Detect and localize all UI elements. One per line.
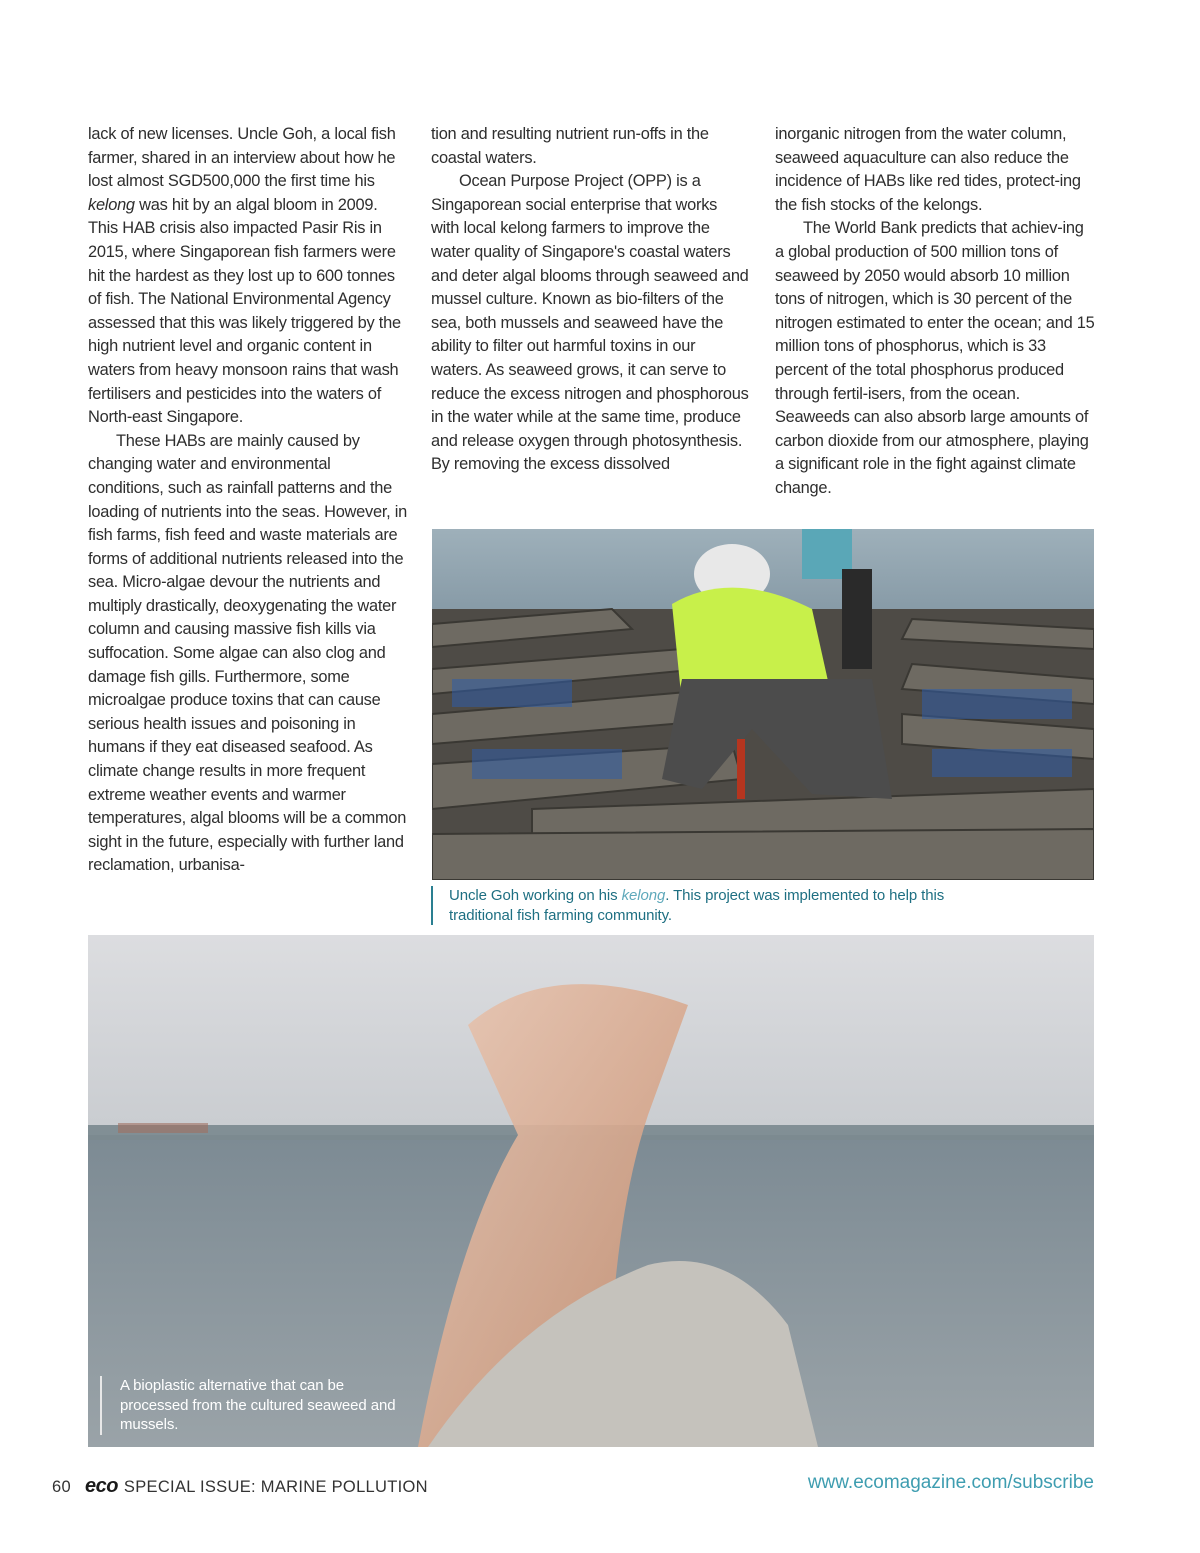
paragraph: inorganic nitrogen from the water column, seaweed aquaculture can also reduce the incidence of HABs like red tides, protect-ing the fish stocks of the kelongs. <box>775 125 1081 214</box>
paragraph: tion and resulting nutrient run-offs in the coastal waters. <box>431 125 709 167</box>
kelong-photo-illustration <box>432 529 1094 880</box>
article-column-3 <box>775 123 1095 501</box>
section-title: SPECIAL ISSUE: MARINE POLLUTION <box>123 1478 428 1496</box>
article-column-1 <box>88 123 410 878</box>
photo-caption: Uncle Goh working on his kelong. This project was implemented to help this traditional fish farming community. <box>431 886 949 925</box>
article-column-2 <box>431 123 749 477</box>
paragraph: These HABs are mainly caused by changing water and environmental conditions, such as rainfall patterns and the loading of nutrients into the seas. However, in fish farms, fish feed and waste materials are forms of additional nutrients released into the sea. Micro-algae devour the nutrients and multiply drastically, deoxygenating the water column and causing massive fish kills via suffocation. Some algae can also clog and damage fish gills. Furthermore, some microalgae produce toxins that can cause serious health issues and poisoning in humans if they eat diseased seafood. As climate change results in more frequent extreme weather events and warmer temperatures, algal blooms will be a common sight in the future, especially with further land reclamation, urbanisa- <box>88 431 407 875</box>
bioplastic-photo <box>88 935 1094 1447</box>
magazine-logo: eco <box>84 1475 118 1497</box>
kelong-photo <box>432 529 1094 880</box>
paragraph: lack of new licenses. Uncle Goh, a local fish farmer, shared in an interview about how he lost almost SGD500,000 the first time his kelong was hit by an algal bloom in 2009. This HAB crisis also impacted Pasir Ris in 2015, where Singaporean fish farmers were hit the hardest as they lost up to 600 tonnes of fish. The National Environmental Agency assessed that this was likely triggered by the high nutrient level and organic content in waters from heavy monsoon rains that wash fertilisers and pesticides into the waters of North-east Singapore. <box>88 125 401 427</box>
photo-caption: A bioplastic alternative that can be processed from the cultured seaweed and mussels. <box>100 1376 400 1435</box>
bioplastic-photo-illustration <box>88 935 1094 1447</box>
paragraph: Ocean Purpose Project (OPP) is a Singaporean social enterprise that works with local kelong farmers to improve the water quality of Singapore's coastal waters and deter algal blooms through seaweed and mussel culture. Known as bio-filters of the sea, both mussels and seaweed have the ability to filter out harmful toxins in our waters. As seaweed grows, it can serve to reduce the excess nitrogen and phosphorous in the water while at the same time, produce and release oxygen through photosynthesis. By removing the excess dissolved <box>431 172 749 474</box>
subscribe-link[interactable]: www.ecomagazine.com/subscribe <box>807 1472 1094 1493</box>
paragraph: The World Bank predicts that achiev-ing a global production of 500 million tons of seaweed by 2050 would absorb 10 million tons of nitrogen, which is 30 percent of the nitrogen estimated to enter the ocean; and 15 million tons of phosphorus, which is 33 percent of the total phosphorus produced through fertil-isers, from the ocean. Seaweeds can also absorb large amounts of carbon dioxide from our atmosphere, playing a significant role in the fight against climate change. <box>775 219 1095 497</box>
page-number: 60 <box>52 1478 71 1496</box>
footer-left <box>52 1475 428 1498</box>
